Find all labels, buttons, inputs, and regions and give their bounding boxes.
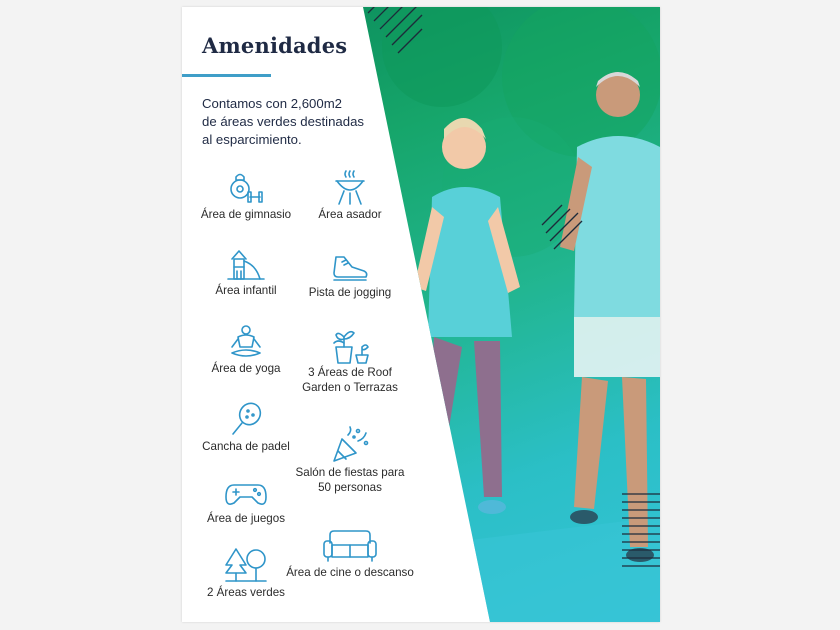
amenity-label: Pista de jogging [308, 286, 392, 299]
intro-line: al esparcimiento. [202, 132, 302, 147]
party-popper-icon [328, 425, 372, 465]
page-title: Amenidades [202, 33, 348, 58]
amenity-jogging [295, 251, 405, 300]
amenity-label: Área de gimnasio [200, 208, 292, 221]
amenities-card [182, 7, 660, 622]
amenity-padel [190, 401, 302, 454]
amenity-label: Área de cine o descanso [286, 566, 414, 579]
title-underline [182, 74, 271, 77]
amenity-cinema-lounge [283, 527, 417, 580]
intro-line: Contamos con 2,600m2 [202, 96, 343, 111]
amenity-label-line: Garden o Terrazas [302, 381, 398, 394]
amenity-games [190, 475, 302, 526]
amenity-label: Área de yoga [211, 362, 281, 375]
amenity-gym [190, 169, 302, 222]
amenity-label: Área infantil [215, 284, 277, 297]
amenity-playground [190, 247, 302, 298]
intro-text [202, 95, 377, 149]
amenity-label: Cancha de padel [202, 440, 290, 453]
amenity-label: Área de juegos [207, 512, 285, 525]
running-shoe-icon [330, 251, 370, 285]
amenity-label-line: 50 personas [318, 481, 382, 494]
amenity-yoga [190, 323, 302, 376]
yoga-icon [226, 323, 266, 361]
amenity-grill [295, 169, 405, 222]
padel-racket-icon [226, 401, 266, 439]
amenity-label: 2 Áreas verdes [207, 586, 285, 599]
amenity-label-line: Salón de fiestas para [295, 466, 405, 479]
amenity-label-line: 3 Áreas de Roof [308, 366, 392, 379]
potted-plants-icon [328, 325, 372, 365]
intro-line: de áreas verdes destinadas [202, 114, 365, 129]
gamepad-icon [224, 475, 268, 511]
amenity-party-hall [287, 425, 413, 495]
playground-icon [226, 247, 266, 283]
amenity-label: Área asador [318, 208, 382, 221]
gym-icon [226, 169, 266, 207]
sofa-icon [320, 527, 380, 565]
grill-icon [330, 169, 370, 207]
trees-icon [224, 545, 268, 585]
amenity-roof-garden [295, 325, 405, 395]
